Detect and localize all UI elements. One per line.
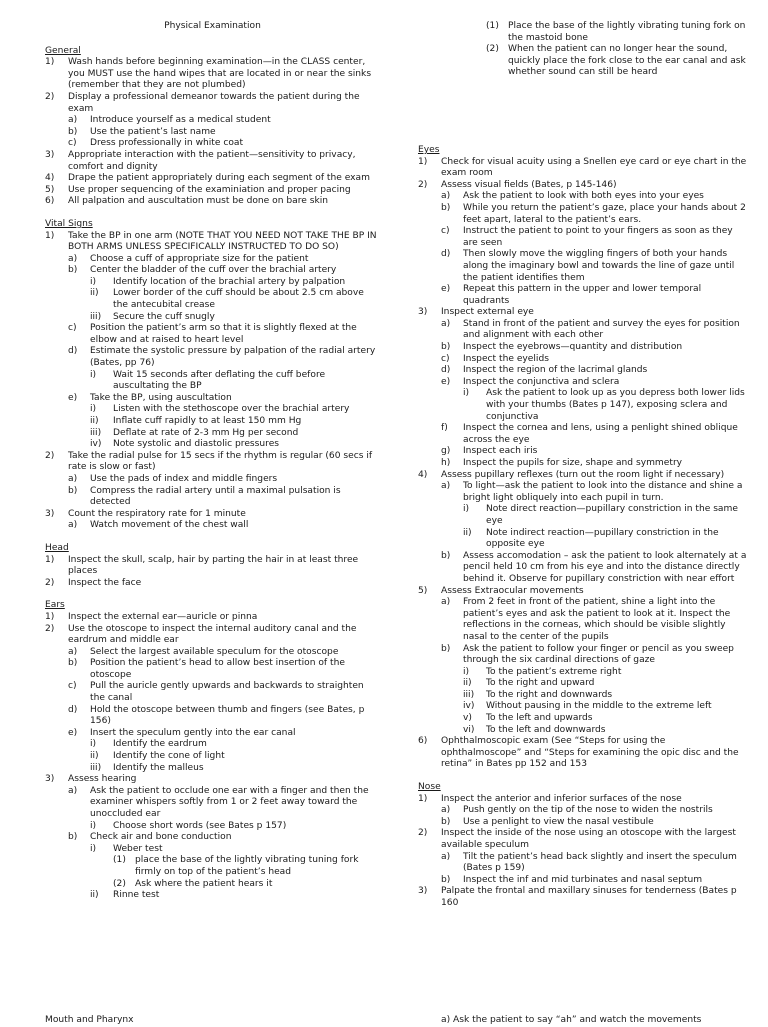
right-column	[418, 0, 748, 910]
list-text: Choose short words (see Bates p 157)	[113, 820, 287, 831]
list-item	[418, 191, 748, 203]
list-marker: iii)	[463, 689, 475, 700]
list-item	[418, 21, 748, 44]
list-item	[418, 44, 748, 79]
list-text: Assess visual fields (Bates, p 145-146)	[441, 179, 617, 190]
list-item	[45, 681, 380, 704]
list-marker: i)	[463, 388, 470, 399]
list-marker: b)	[68, 658, 78, 669]
list-marker: 2)	[45, 450, 55, 461]
left-sections	[45, 46, 380, 902]
list-marker: a)	[441, 597, 451, 608]
list-marker: 1)	[418, 793, 428, 804]
list-marker: e)	[441, 284, 451, 295]
list-marker: g)	[441, 446, 451, 457]
list-marker: 2)	[418, 179, 428, 190]
list-text: Select the largest available speculum for the otoscope	[90, 646, 339, 657]
section-heading: Head	[45, 542, 69, 553]
list-item	[418, 597, 748, 643]
list-item	[418, 678, 748, 690]
list-text: Then slowly move the wiggling fingers of both your hands along the imaginary bowl and towards the line of gaze until the patient identifies them	[463, 249, 735, 283]
list-text: Identify location of the brachial artery by palpation	[113, 276, 346, 287]
list-marker: i)	[90, 276, 97, 287]
list-item	[45, 127, 380, 139]
list-item	[45, 277, 380, 289]
list-marker: 1)	[45, 57, 55, 68]
list-text: Inspect the eyelids	[463, 353, 549, 364]
list-marker: i)	[463, 504, 470, 515]
list-text: Take the radial pulse for 15 secs if the rhythm is regular (60 secs if rate is slow or fast)	[68, 450, 373, 473]
list-text: Position the patient’s arm so that it is slightly flexed at the elbow and at raised to heart level	[90, 323, 357, 345]
list-item	[418, 203, 748, 226]
list-text: Rinne test	[113, 890, 160, 901]
list-item	[45, 138, 380, 150]
list-item	[418, 667, 748, 679]
list-item	[418, 284, 748, 307]
list-item	[45, 751, 380, 763]
list-marker: 5)	[418, 585, 428, 596]
list-text: Wash hands before beginning examination—in the CLASS center, you MUST use the hand wipes that are located in or near the sinks (remember that they are not plumbed)	[68, 57, 372, 91]
list-text: Ask where the patient hears it	[135, 878, 273, 889]
list-item	[45, 265, 380, 277]
list-text: Weber test	[113, 843, 163, 854]
list-marker: a)	[68, 520, 78, 531]
list-marker: 3)	[418, 307, 428, 318]
list-text: Count the respiratory rate for 1 minute	[68, 508, 246, 519]
list-marker: a)	[68, 115, 78, 126]
list-text: Center the bladder of the cuff over the brachial artery	[90, 265, 337, 276]
list-text: Inspect external eye	[441, 307, 534, 318]
list-item	[45, 185, 380, 197]
section-heading: Nose	[418, 782, 441, 793]
list-text: Display a professional demeanor towards the patient during the exam	[68, 91, 360, 114]
list-marker: d)	[441, 365, 451, 376]
list-item	[45, 739, 380, 751]
list-marker: e)	[68, 727, 78, 738]
list-text: Deflate at rate of 2-3 mm Hg per second	[113, 427, 299, 438]
list-item	[45, 393, 380, 405]
list-item	[418, 817, 748, 829]
list-text: Note indirect reaction—pupillary constriction in the opposite eye	[486, 527, 719, 550]
list-text: Ask the patient to occlude one ear with a finger and then the examiner whispers softly from 1 or 2 feet away toward the unoccluded ear	[90, 785, 369, 819]
list-marker: 2)	[418, 828, 428, 839]
list-text: Assess Extraocular movements	[441, 585, 584, 596]
list-text: Place the base of the lightly vibrating tuning fork on the mastoid bone	[508, 21, 746, 43]
list-text: Ask the patient to look with both eyes into your eyes	[463, 191, 704, 202]
list-item	[418, 725, 748, 737]
section-heading: Ears	[45, 600, 65, 611]
list-item	[418, 805, 748, 817]
list-item	[45, 474, 380, 486]
continuation-list	[418, 21, 748, 79]
list-item	[418, 354, 748, 366]
list-marker: c)	[68, 323, 77, 334]
list-text: Ask the patient to look up as you depress both lower lids with your thumbs (Bates p 147), exposing sclera and conjunctiva	[486, 388, 745, 422]
list-marker: b)	[68, 265, 78, 276]
list-marker: b)	[68, 832, 78, 843]
list-item	[45, 323, 380, 346]
list-marker: ii)	[90, 751, 99, 762]
list-text: Assess hearing	[68, 774, 137, 785]
list-item	[418, 423, 748, 446]
list-marker: ii)	[90, 288, 99, 299]
list-item	[418, 690, 748, 702]
list-item	[45, 658, 380, 681]
list-text: To the right and upward	[486, 678, 595, 689]
list-item	[45, 254, 380, 266]
section-ears	[45, 600, 380, 901]
list-marker: iii)	[90, 427, 102, 438]
list-marker: 1)	[45, 611, 55, 622]
list-item	[45, 231, 380, 254]
list-marker: i)	[90, 843, 97, 854]
list-item	[45, 555, 380, 578]
list-text: Appropriate interaction with the patient—sensitivity to privacy, comfort and dignity	[68, 149, 356, 172]
list-marker: a)	[441, 318, 451, 329]
left-column	[45, 0, 380, 902]
list-marker: c)	[441, 226, 450, 237]
list-text: When the patient can no longer hear the sound, quickly place the fork close to the ear canal and ask whether sound can still be heard	[508, 44, 746, 78]
list-marker: 4)	[418, 469, 428, 480]
mouth-pharynx-heading: Mouth and Pharynx	[45, 1015, 134, 1025]
list-text: Dress professionally in white coat	[90, 138, 244, 149]
list-text: Check air and bone conduction	[90, 832, 232, 843]
list-text: Pull the auricle gently upwards and backwards to straighten the canal	[90, 681, 364, 704]
section-heading: General	[45, 45, 81, 56]
list-text: Lower border of the cuff should be about 2.5 cm above the antecubital crease	[113, 288, 364, 311]
list-marker: 3)	[45, 774, 55, 785]
list-text: Drape the patient appropriately during each segment of the exam	[68, 173, 370, 184]
list-marker: b)	[441, 643, 451, 654]
list-item	[45, 612, 380, 624]
list-item	[418, 470, 748, 482]
list-item	[418, 307, 748, 319]
list-item	[45, 890, 380, 902]
list-text: Inspect the face	[68, 577, 142, 588]
list-marker: 6)	[418, 736, 428, 747]
list-text: Take the BP in one arm (NOTE THAT YOU NEED NOT TAKE THE BP IN BOTH ARMS UNLESS SPECIFICALLY INSTRUCTED TO DO SO)	[68, 230, 377, 253]
list-text: To light—ask the patient to look into the distance and shine a bright light obliquely into each pupil in turn.	[463, 481, 743, 503]
list-text: Use the otoscope to inspect the internal auditory canal and the eardrum and middle ear	[68, 623, 357, 646]
list-marker: a)	[441, 481, 451, 492]
list-item	[418, 852, 748, 875]
list-text: Stand in front of the patient and survey the eyes for position and alignment with each other	[463, 318, 740, 341]
list-text: Assess accomodation – ask the patient to look alternately at a pencil held 10 cm from his eye and into the distance directly behind it. Observe for pupillary constriction with near effort	[463, 550, 747, 584]
list-item	[418, 226, 748, 249]
list-item	[45, 288, 380, 311]
list-marker: h)	[441, 458, 451, 468]
list-marker: b)	[441, 202, 451, 213]
list-marker: 5)	[45, 184, 55, 195]
section-nose	[418, 782, 748, 910]
right-sections	[418, 145, 748, 910]
list-marker: 2)	[45, 577, 55, 588]
list-item	[45, 774, 380, 786]
list-item	[418, 713, 748, 725]
list-text: Hold the otoscope between thumb and fingers (see Bates, p 156)	[90, 704, 365, 727]
list-item	[418, 446, 748, 458]
list-marker: i)	[90, 404, 97, 415]
list-marker: iv)	[90, 439, 102, 450]
list-item	[45, 150, 380, 173]
list-text: Note systolic and diastolic pressures	[113, 439, 280, 450]
section-eyes	[418, 145, 748, 771]
list-text: Wait 15 seconds after deflating the cuff before auscultating the BP	[113, 369, 326, 392]
section-heading: Vital Signs	[45, 218, 93, 229]
list-marker: i)	[90, 369, 97, 380]
list-item	[45, 844, 380, 856]
list-text: Identify the malleus	[113, 762, 204, 773]
list-item	[45, 578, 380, 590]
list-text: To the left and upwards	[486, 713, 593, 724]
list-marker: d)	[68, 704, 78, 715]
list-item	[45, 451, 380, 474]
list-marker: i)	[463, 666, 470, 677]
list-marker: iv)	[463, 701, 475, 712]
list-marker: v)	[463, 713, 472, 724]
list-item	[418, 551, 748, 586]
list-marker: b)	[441, 550, 451, 561]
list-marker: iii)	[90, 311, 102, 322]
list-item	[418, 886, 748, 909]
list-marker: b)	[441, 874, 451, 885]
list-text: Check for visual acuity using a Snellen eye card or eye chart in the exam room	[441, 156, 747, 179]
list-text: Without pausing in the middle to the extreme left	[486, 701, 712, 712]
list-item	[418, 481, 748, 504]
list-marker: a)	[441, 851, 451, 862]
list-text: Use the patient’s last name	[90, 126, 216, 137]
list-item	[45, 416, 380, 428]
list-text: Inspect the external ear—auricle or pinna	[68, 611, 258, 622]
list-marker: d)	[68, 346, 78, 357]
list-marker: d)	[441, 249, 451, 260]
list-marker: e)	[441, 376, 451, 387]
list-marker: i)	[90, 820, 97, 831]
list-item	[418, 828, 748, 851]
list-text: Compress the radial artery until a maximal pulsation is detected	[90, 485, 341, 508]
list-text: Note direct reaction—pupillary constriction in the same eye	[486, 504, 738, 526]
list-marker: i)	[90, 739, 97, 750]
list-text: To the right and downwards	[486, 689, 613, 700]
list-item	[45, 370, 380, 393]
list-marker: a)	[68, 253, 78, 264]
list-marker: (2)	[486, 44, 499, 55]
list-item	[45, 786, 380, 821]
list-marker: c)	[441, 353, 450, 364]
list-text: Use the pads of index and middle fingers	[90, 473, 278, 484]
list-text: Push gently on the tip of the nose to widen the nostrils	[463, 805, 713, 816]
list-text: Introduce yourself as a medical student	[90, 115, 271, 126]
list-item	[45, 312, 380, 324]
list-text: Secure the cuff snugly	[113, 311, 215, 322]
list-marker: 3)	[418, 886, 428, 897]
list-item	[418, 794, 748, 806]
list-item	[45, 624, 380, 647]
list-item	[418, 180, 748, 192]
list-text: place the base of the lightly vibrating tuning fork firmly on top of the patient’s head	[135, 855, 359, 877]
list-marker: ii)	[463, 527, 472, 538]
list-marker: ii)	[463, 678, 472, 689]
section-head	[45, 543, 380, 589]
list-item	[45, 705, 380, 728]
list-text: Inspect the anterior and inferior surfaces of the nose	[441, 793, 682, 804]
list-item	[45, 173, 380, 185]
list-text: Estimate the systolic pressure by palpation of the radial artery (Bates, pp 76)	[90, 346, 376, 369]
list-text: Position the patient’s head to allow best insertion of the otoscope	[90, 658, 345, 680]
list-text: Tilt the patient’s head back slightly and insert the speculum (Bates p 159)	[463, 851, 737, 874]
list-marker: 4)	[45, 173, 55, 184]
list-item	[418, 528, 748, 551]
list-marker: 3)	[45, 508, 55, 519]
list-marker: a)	[68, 473, 78, 484]
list-marker: vi)	[463, 724, 475, 735]
list-text: Insert the speculum gently into the ear canal	[90, 727, 296, 738]
list-marker: b)	[68, 126, 78, 137]
list-marker: a)	[441, 805, 451, 816]
list-text: Identify the eardrum	[113, 739, 207, 750]
list-item	[45, 832, 380, 844]
list-marker: 1)	[45, 554, 55, 565]
list-item	[45, 821, 380, 833]
list-marker: f)	[441, 423, 448, 434]
list-text: Inspect the inf and mid turbinates and nasal septum	[463, 874, 703, 885]
list-marker: b)	[441, 342, 451, 353]
list-item	[418, 157, 748, 180]
list-text: To the left and downwards	[486, 724, 606, 735]
list-text: Ask the patient to follow your finger or pencil as you sweep through the six cardinal directions of gaze	[463, 643, 734, 666]
list-text: Listen with the stethoscope over the brachial artery	[113, 404, 350, 415]
list-marker: c)	[68, 681, 77, 692]
list-marker: e)	[68, 392, 78, 403]
list-item	[418, 736, 748, 771]
list-item	[45, 509, 380, 521]
list-item	[418, 319, 748, 342]
list-item	[418, 388, 748, 423]
list-marker: a)	[441, 191, 451, 202]
list-text: From 2 feet in front of the patient, shine a light into the patient’s eyes and ask the patient to look at it. Inspect the reflections in the corneas, which should be visible slightly nasal to the center of the pupils	[463, 597, 731, 642]
list-marker: (2)	[113, 878, 126, 889]
list-item	[45, 92, 380, 115]
list-item	[45, 196, 380, 208]
next-page-fragment: a) Ask the patient to say “ah” and watch the movements	[441, 1015, 702, 1025]
list-item	[418, 377, 748, 389]
list-item	[45, 346, 380, 369]
list-item	[418, 644, 748, 667]
list-item	[418, 342, 748, 354]
list-marker: (1)	[113, 855, 126, 866]
list-item	[418, 586, 748, 598]
list-text: Assess pupillary reflexes (turn out the room light if necessary)	[441, 469, 725, 480]
list-marker: iii)	[90, 762, 102, 773]
list-item	[45, 763, 380, 775]
list-text: Inspect the conjunctiva and sclera	[463, 376, 620, 387]
list-text: Palpate the frontal and maxillary sinuses for tenderness (Bates p 160	[441, 886, 737, 908]
list-marker: 3)	[45, 149, 55, 160]
list-item	[45, 855, 380, 878]
list-marker: 1)	[45, 230, 55, 241]
list-marker: 6)	[45, 196, 55, 207]
list-text: Ophthalmoscopic exam (See “Steps for using the ophthalmoscope” and “Steps for examining the opic disc and the retina” in Bates pp 152 and 153	[441, 736, 739, 770]
list-marker: ii)	[90, 416, 99, 426]
list-item	[418, 249, 748, 284]
list-text: Inspect each iris	[463, 446, 538, 457]
list-text: Inspect the inside of the nose using an otoscope with the largest available speculum	[441, 828, 736, 850]
list-item	[45, 879, 380, 891]
list-item	[418, 504, 748, 527]
page-title: Physical Examination	[164, 21, 261, 31]
list-item	[45, 647, 380, 659]
list-item	[418, 365, 748, 377]
list-text: Take the BP, using auscultation	[90, 392, 232, 403]
list-text: Identify the cone of light	[113, 751, 225, 762]
list-marker: 2)	[45, 623, 55, 634]
list-text: Inspect the cornea and lens, using a penlight shined oblique across the eye	[463, 423, 738, 445]
list-marker: 2)	[45, 91, 55, 102]
list-marker: b)	[68, 485, 78, 496]
list-marker: a)	[68, 646, 78, 657]
list-marker: b)	[441, 816, 451, 827]
list-item	[45, 439, 380, 451]
list-text: Inspect the skull, scalp, hair by parting the hair in at least three places	[68, 554, 359, 577]
list-item	[418, 458, 748, 470]
list-text: Inspect the pupils for size, shape and symmetry	[463, 458, 683, 468]
list-item	[418, 875, 748, 887]
list-item	[45, 57, 380, 92]
section-heading: Eyes	[418, 144, 440, 155]
list-text: Repeat this pattern in the upper and lower temporal quadrants	[463, 284, 702, 306]
list-item	[45, 115, 380, 127]
list-text: While you return the patient’s gaze, place your hands about 2 feet apart, lateral to the patient’s ears.	[463, 202, 746, 225]
list-item	[45, 728, 380, 740]
list-text: Watch movement of the chest wall	[90, 520, 249, 531]
section-vital-signs	[45, 219, 380, 532]
list-item	[45, 520, 380, 532]
list-marker: c)	[68, 138, 77, 149]
list-item	[45, 486, 380, 509]
list-marker: a)	[68, 785, 78, 796]
list-text: All palpation and auscultation must be done on bare skin	[68, 196, 329, 207]
list-marker: (1)	[486, 21, 499, 31]
list-marker: ii)	[90, 890, 99, 901]
list-text: Use a penlight to view the nasal vestibule	[463, 816, 654, 827]
list-text: Instruct the patient to point to your fingers as soon as they are seen	[463, 226, 733, 248]
list-text: To the patient’s extreme right	[486, 666, 622, 677]
list-text: Use proper sequencing of the examiniation and proper pacing	[68, 184, 351, 195]
list-text: Inspect the eyebrows—quantity and distribution	[463, 342, 683, 353]
list-text: Inspect the region of the lacrimal glands	[463, 365, 648, 376]
list-item	[418, 701, 748, 713]
list-item	[45, 428, 380, 440]
list-marker: 1)	[418, 156, 428, 167]
section-general	[45, 46, 380, 208]
list-text: Inflate cuff rapidly to at least 150 mm Hg	[113, 416, 302, 426]
list-text: Choose a cuff of appropriate size for the patient	[90, 253, 309, 264]
list-item	[45, 404, 380, 416]
